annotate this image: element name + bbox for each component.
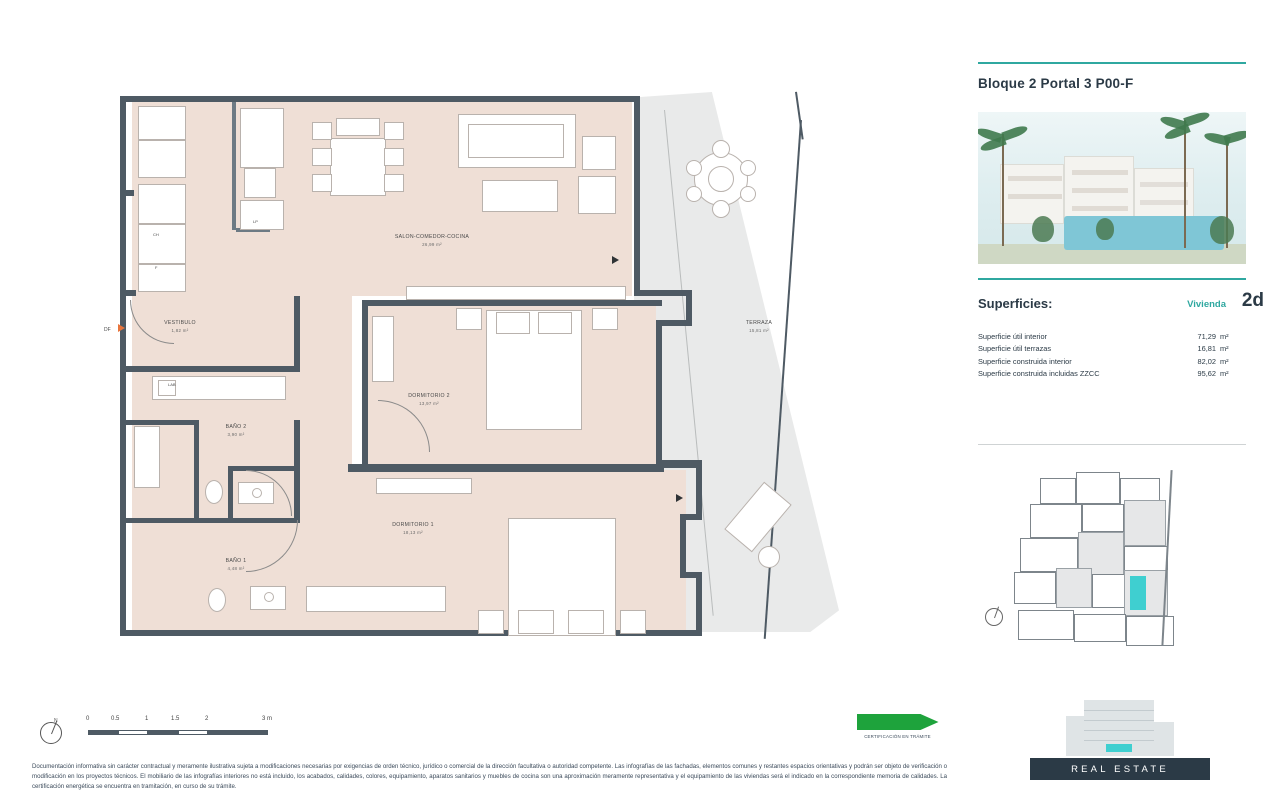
chair-1: [312, 122, 332, 140]
room-label-vestibulo: [140, 320, 220, 334]
scale-tick-2: 2: [205, 716, 209, 722]
surfaces-table: [978, 332, 1246, 382]
room-area-bed1: 18,13 m²: [403, 529, 423, 535]
tag-df: DF: [104, 327, 111, 333]
sliding-door-bed1: [376, 478, 472, 494]
chair-6: [384, 174, 404, 192]
room-name-bath2: BAÑO 2: [225, 424, 247, 430]
kitchen-cabinet-1: [138, 106, 186, 140]
project-render-image: [978, 112, 1246, 264]
toilet-1: [208, 588, 226, 612]
panel-rule-top: [978, 62, 1246, 64]
scale-tick-05: 0.5: [111, 716, 120, 722]
dwelling-code: 2d: [1241, 290, 1264, 311]
wall-top: [120, 96, 640, 102]
pillow-1a: [518, 610, 554, 634]
terrace-chair-2: [740, 160, 756, 176]
room-area-bed2: 13,97 m²: [419, 400, 439, 406]
bathtub: [134, 426, 160, 488]
scale-tick-1: 1: [145, 716, 149, 722]
room-label-bed1: [368, 522, 458, 536]
logo-bar: [1030, 758, 1210, 780]
nightstand-2b: [592, 308, 618, 330]
terrace-chair-5: [712, 140, 730, 158]
kitchen-counter: [240, 108, 284, 168]
partition-bed1-top: [348, 464, 664, 472]
side-table: [582, 136, 616, 170]
pillow-2a: [496, 312, 530, 334]
surfaces-heading: Superficies:: [978, 296, 1053, 311]
energy-certificate: [845, 714, 950, 739]
sliding-door-salon: [406, 286, 626, 300]
scale-tick-15: 1.5: [171, 716, 180, 722]
room-name-bed1: DORMITORIO 1: [392, 522, 434, 528]
partition-corridor-left2: [294, 420, 300, 522]
chair-7: [336, 118, 380, 136]
surface-label: Superficie útil interior: [978, 332, 1048, 341]
room-label-salon: [352, 234, 512, 248]
pillow-1b: [568, 610, 604, 634]
surface-unit: m²: [1220, 369, 1229, 379]
surface-value: 16,81: [1197, 344, 1216, 354]
logo-accent: [1106, 744, 1132, 752]
surface-value: 82,02: [1197, 356, 1216, 366]
surface-row: [978, 357, 1246, 369]
wall-left-upper: [120, 96, 126, 196]
wardrobe-bed1: [306, 586, 446, 612]
wardrobe-bed2: [372, 316, 394, 382]
terrace-chair-6: [712, 200, 730, 218]
wall-step-a: [634, 290, 692, 296]
scale-tick-0: 0: [86, 716, 90, 722]
wall-right-salon: [634, 96, 640, 296]
sofa-cushions: [468, 124, 564, 158]
room-area-bath2: 3,90 m²: [227, 431, 245, 437]
fridge: [138, 224, 186, 264]
partition-bed2-top: [366, 300, 566, 306]
armchair: [578, 176, 616, 214]
energy-cert-text: CERTIFICACIÓN EN TRÁMITE: [864, 734, 931, 739]
partition-bath-mid: [230, 466, 300, 471]
panel-rule-mid: [978, 278, 1246, 280]
surface-unit: m²: [1220, 344, 1229, 354]
logo-text: REAL ESTATE: [1071, 763, 1169, 775]
sink-1-basin: [264, 592, 274, 602]
disclaimer-text: Documentación informativa sin carácter contractual y meramente ilustrativa sujeta a modificaciones necesarias por exigencias de orden técnico, jurídico o comercial de la dirección facultativa o autoridad competente. Las infografías de las fachadas, elementos comunes y restantes espacios orientativas y podrán ser objeto de verificación o modificación en los proyectos técnicos. El mobiliario de las infografías interiores no está incluido, los acabados, calidades, colores, equipamiento, aparatos sanitarios y muebles de cocina son una aproximación meramente representativa y el equipamiento de las viviendas será el indicado en la correspondiente memoria de calidades. La certificación energética se encuentra en tramitación, en curso de su trámite.: [32, 763, 947, 790]
surface-row: [978, 332, 1246, 344]
keyplan-highlight-unit: [1130, 576, 1146, 610]
room-name-salon: SALON-COMEDOR-COCINA: [394, 234, 470, 240]
surface-value: 95,62: [1197, 369, 1216, 379]
wall-left-lower: [120, 306, 126, 636]
compass-north-letter: N: [54, 718, 58, 724]
room-label-bath2: [196, 424, 276, 438]
terrace-round-table: [758, 546, 780, 568]
view-arrow-bed1-icon: [676, 494, 683, 502]
tag-lab: LAB: [168, 382, 176, 387]
chair-5: [384, 148, 404, 166]
room-name-bath1: BAÑO 1: [225, 558, 247, 564]
room-name-bed2: DORMITORIO 2: [408, 393, 450, 399]
page-title: Bloque 2 Portal 3 P00-F: [978, 76, 1134, 91]
partition-bath-mid2: [228, 466, 233, 522]
terrace-umbrella-base: [708, 166, 734, 192]
surface-value: 71,29: [1197, 332, 1216, 341]
surface-row: [978, 369, 1246, 381]
entrance-arrow-icon: [118, 324, 125, 332]
kitchen-cabinet-3: [138, 264, 186, 292]
terrace-chair-3: [686, 186, 702, 202]
view-arrow-salon-icon: [612, 256, 619, 264]
room-area-terraza: 15,81 m²: [749, 327, 769, 333]
surface-unit: m²: [1220, 356, 1229, 366]
tag-ch: CH: [153, 232, 159, 237]
surface-label: Superficie útil terrazas: [978, 344, 1052, 354]
surface-row: [978, 344, 1246, 356]
panel-rule-keyplan: [978, 444, 1246, 445]
pillow-2b: [538, 312, 572, 334]
nightstand-1b: [620, 610, 646, 634]
room-name-terraza: TERRAZA: [745, 320, 773, 326]
wall-right-bed1: [680, 514, 686, 578]
room-name-vestibulo: VESTIBULO: [164, 320, 196, 326]
tag-lp: LP: [253, 219, 258, 224]
kitchen-divider: [232, 102, 236, 230]
partition-bath2-top: [126, 420, 196, 425]
room-label-terraza: [724, 320, 794, 334]
dining-table: [330, 138, 386, 196]
chair-2: [312, 148, 332, 166]
room-label-bath1: [196, 558, 276, 572]
partition-hall-a: [126, 290, 136, 296]
scale-tick-3m: 3 m: [262, 716, 273, 722]
kitchen-cabinet-2: [138, 184, 186, 224]
chair-3: [312, 174, 332, 192]
room-area-bath1: 4,48 m²: [227, 565, 245, 571]
info-panel: [960, 0, 1280, 800]
wall-step-c: [660, 320, 692, 326]
wall-step-e: [696, 460, 702, 520]
nightstand-1a: [478, 610, 504, 634]
terrace-chair-1: [686, 160, 702, 176]
tag-f: F: [155, 265, 158, 270]
partition-bed2-left: [362, 300, 368, 470]
wall-right-bottom: [696, 572, 702, 636]
dishwasher: [240, 200, 284, 230]
room-area-salon: 26,99 m²: [422, 241, 442, 247]
surface-label: Superficie construida interior: [978, 356, 1072, 366]
surface-unit: m²: [1220, 332, 1229, 341]
dwelling-label: Vivienda: [1187, 299, 1226, 310]
coffee-table: [482, 180, 558, 212]
room-area-vestibulo: 1,82 m²: [171, 327, 189, 333]
brand-logo: [1030, 700, 1210, 786]
terrace-chair-4: [740, 186, 756, 202]
scale-bar: [40, 716, 340, 756]
key-plan-diagram: [1000, 470, 1220, 670]
partition-corridor-left: [294, 296, 300, 368]
nightstand-2a: [456, 308, 482, 330]
room-label-bed2: [384, 393, 474, 407]
energy-arrow-icon: [857, 714, 939, 730]
partition-bed2-top2: [566, 300, 662, 306]
surface-label: Superficie construida incluidas ZZCC: [978, 369, 1100, 379]
hob-unit: [138, 140, 186, 178]
partition-kitchen: [126, 190, 134, 196]
sink: [244, 168, 276, 198]
partition-hall-bath: [126, 366, 300, 372]
wall-right-bed2: [656, 320, 662, 466]
chair-4: [384, 122, 404, 140]
toilet-2: [205, 480, 223, 504]
